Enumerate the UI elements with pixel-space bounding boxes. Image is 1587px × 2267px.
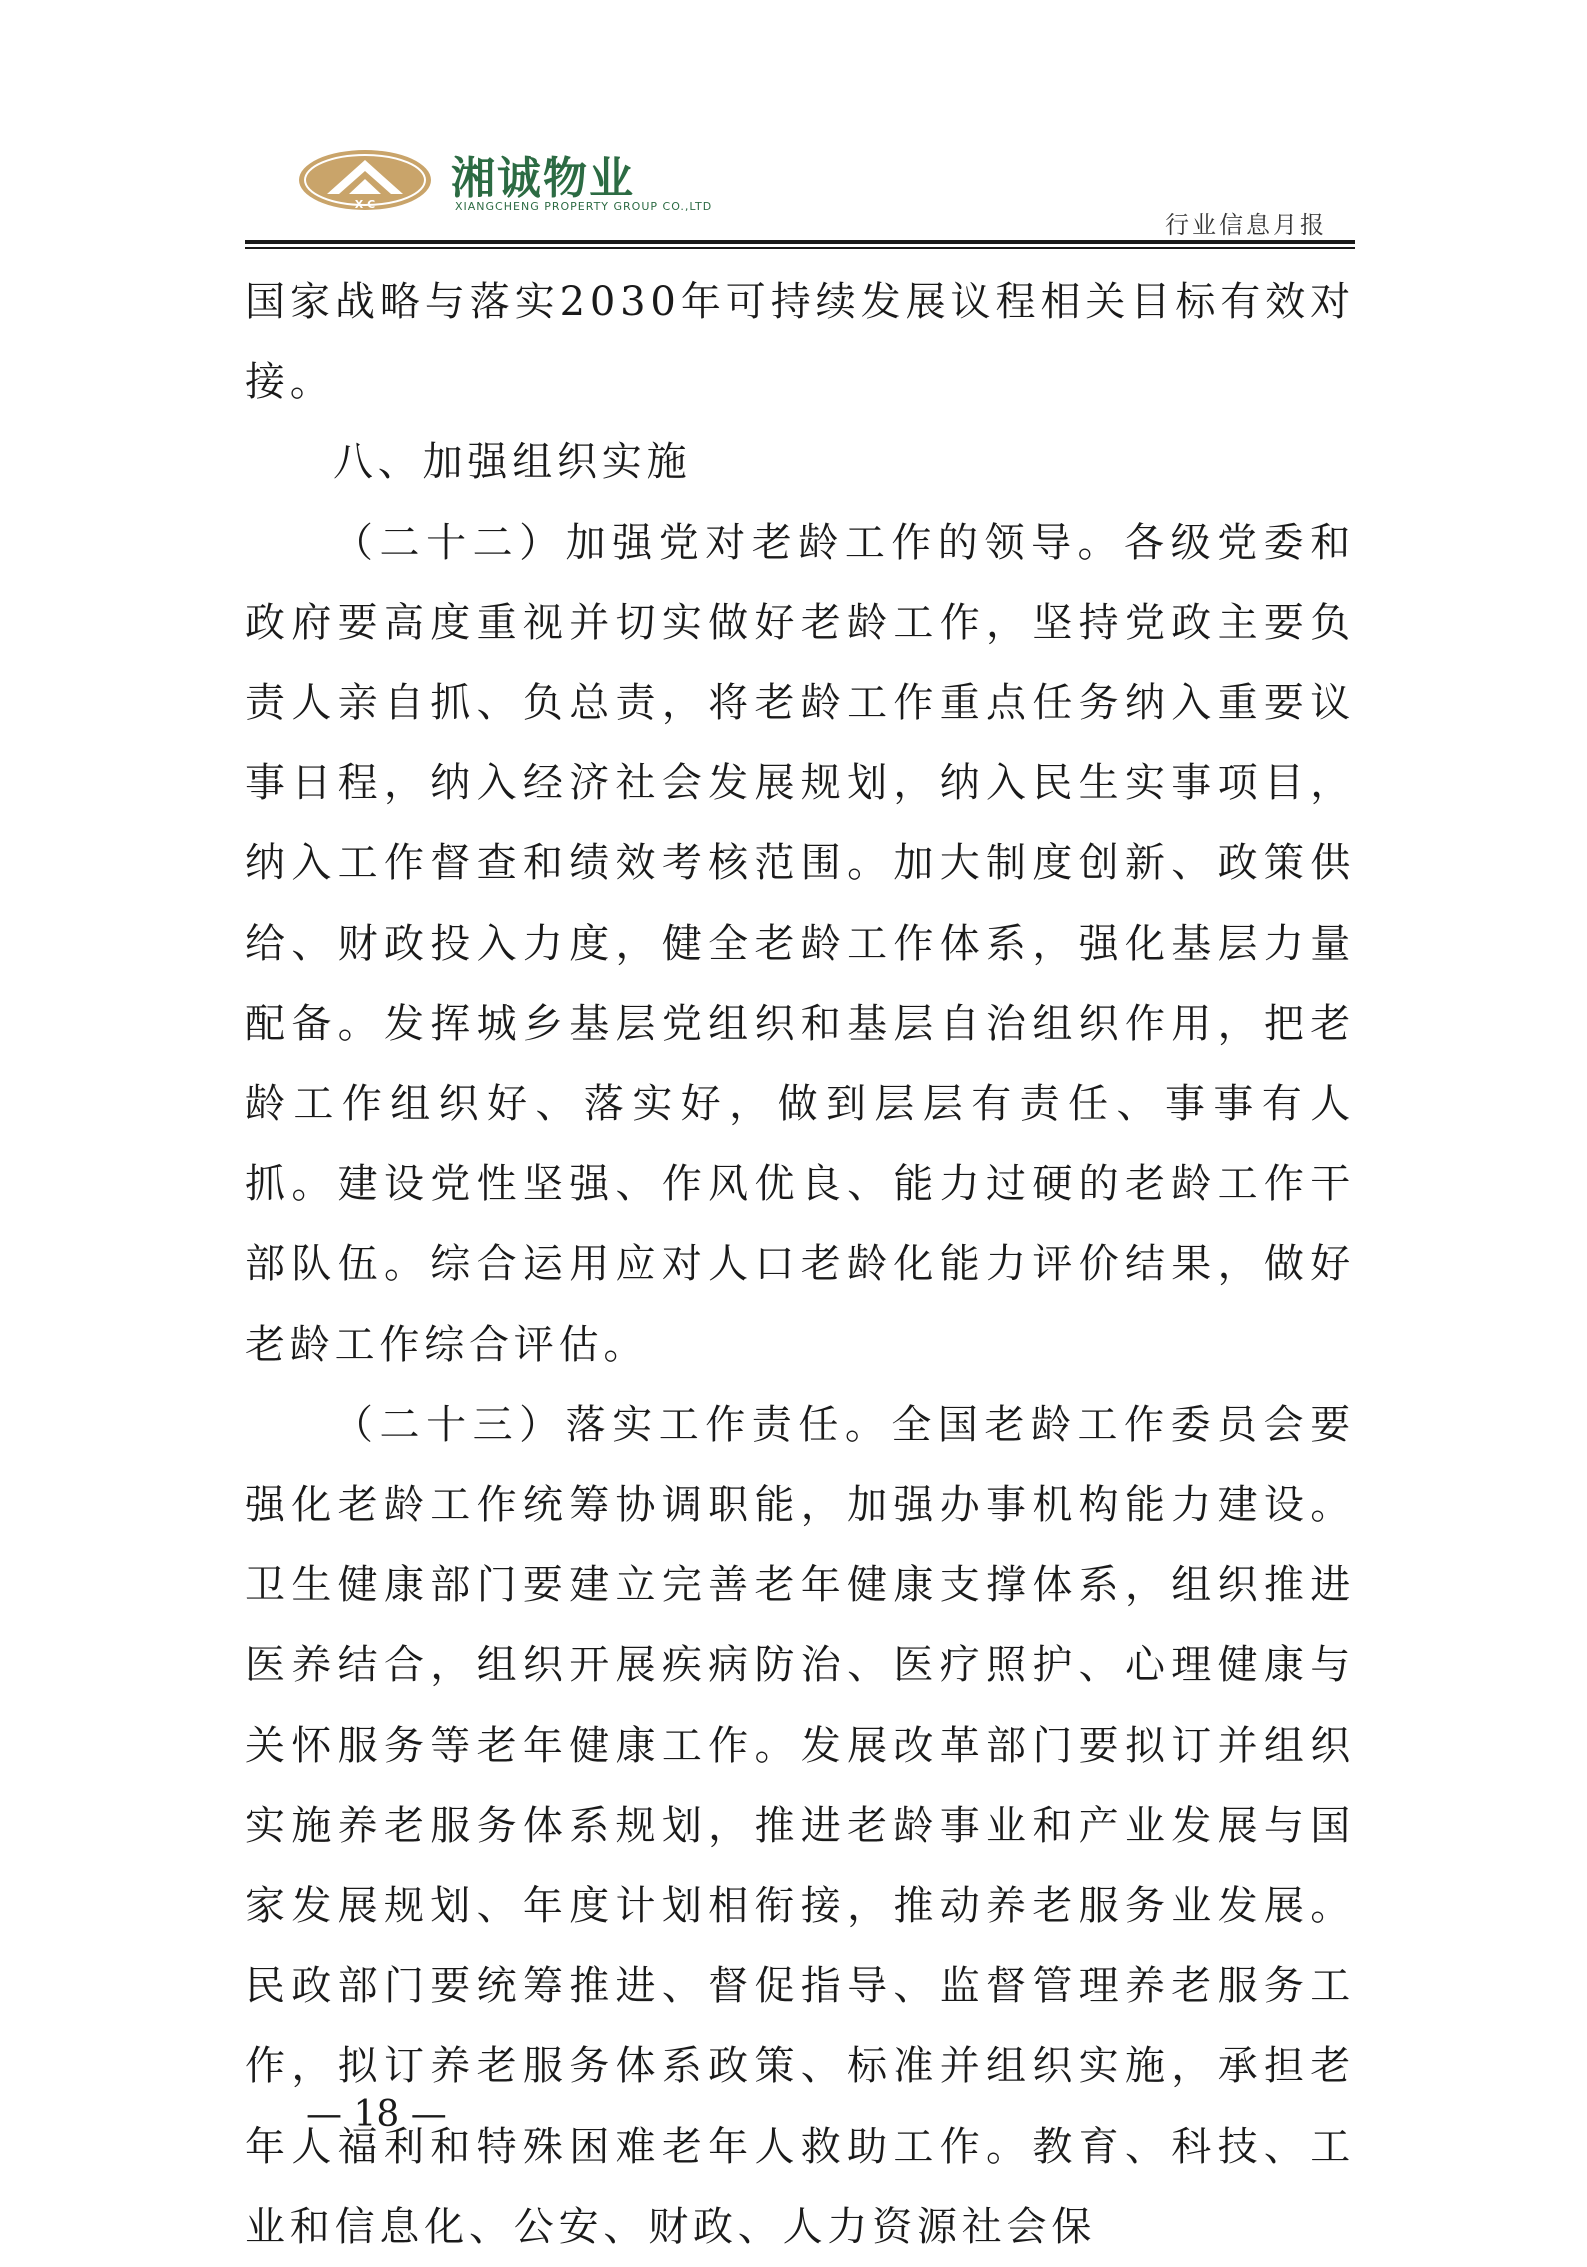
logo-mark-letters: X C (354, 198, 376, 211)
paragraph: （二十二）加强党对老龄工作的领导。各级党委和政府要高度重视并切实做好老龄工作，坚持党政主要负责人亲自抓、负总责，将老龄工作重点任务纳入重要议事日程，纳入经济社会发展规划，纳入民生实事项目，纳入工作督查和绩效考核范围。加大制度创新、政策供给、财政投入力度，健全老龄工作体系，强化基层力量配备。发挥城乡基层党组织和基层自治组织作用，把老龄工作组织好、落实好，做到层层有责任、事事有人抓。建设党性坚强、作风优良、能力过硬的老龄工作干部队伍。综合运用应对人口老龄化能力评价结果，做好老龄工作综合评估。 (245, 519, 1355, 1368)
section-heading: 八、加强组织实施 (333, 439, 692, 486)
logo-company-subtitle: XIANGCHENG PROPERTY GROUP CO.,LTD (455, 200, 713, 213)
paragraph-continuation: 国家战略与落实2030年可持续发展议程相关目标有效对接。 (245, 279, 1355, 406)
document-body (245, 262, 1355, 2267)
logo-mark-icon (295, 146, 435, 214)
page-number: — 18 — (306, 2094, 447, 2135)
page-header (245, 140, 1355, 250)
report-name: 行业信息月报 (1165, 211, 1327, 239)
header-rule-thin (245, 247, 1355, 249)
header-rule-thick (245, 240, 1355, 244)
paragraph: （二十三）落实工作责任。全国老龄工作委员会要强化老龄工作统筹协调职能，加强办事机构能力建设。卫生健康部门要建立完善老年健康支撑体系，组织推进医养结合，组织开展疾病防治、医疗照护、心理健康与关怀服务等老年健康工作。发展改革部门要拟订并组织实施养老服务体系规划，推进老龄事业和产业发展与国家发展规划、年度计划相衔接，推动养老服务业发展。民政部门要统筹推进、督促指导、监督管理养老服务工作，拟订养老服务体系政策、标准并组织实施，承担老年人福利和特殊困难老年人救助工作。教育、科技、工业和信息化、公安、财政、人力资源社会保 (245, 1401, 1355, 2250)
logo-company-name: 湘诚物业 (451, 153, 635, 204)
company-logo (295, 146, 795, 246)
